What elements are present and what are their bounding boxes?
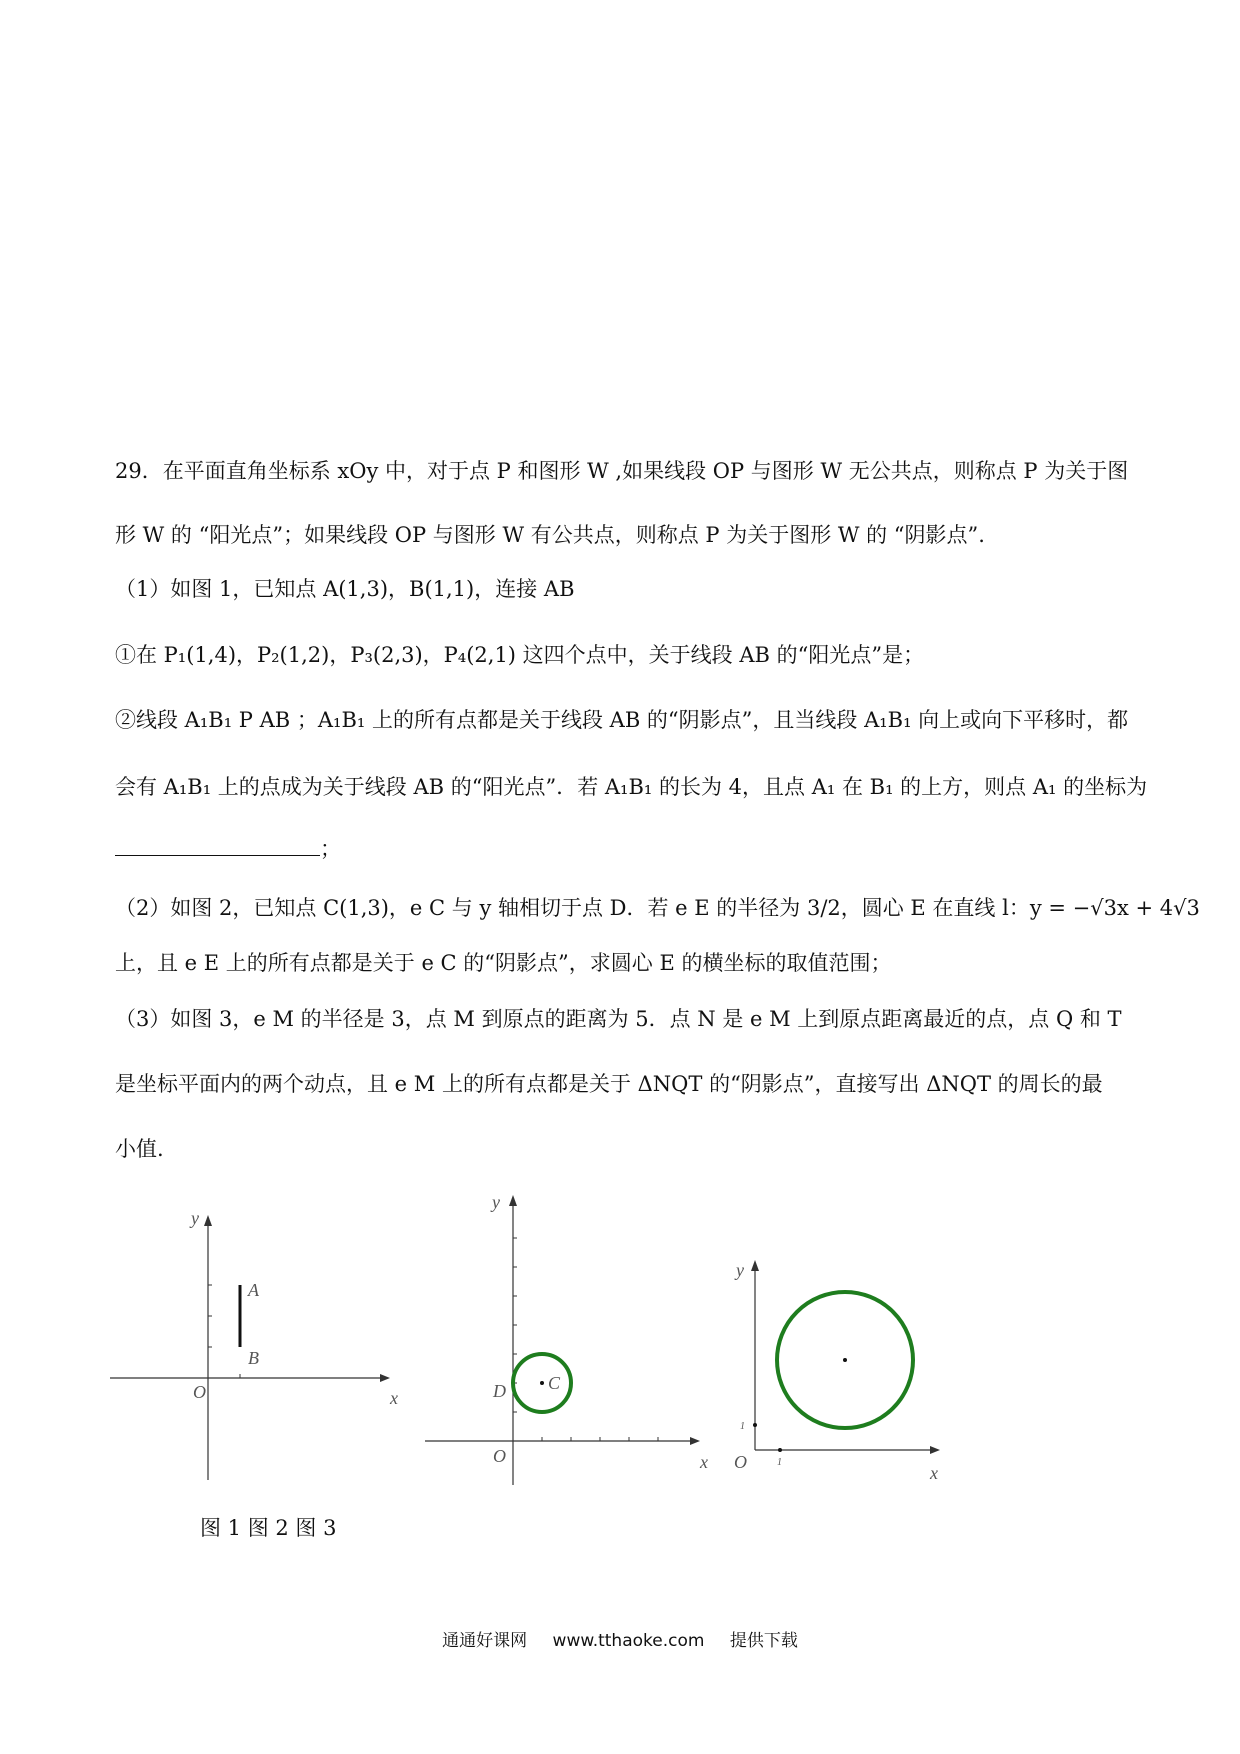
figure-2	[420, 1180, 720, 1500]
fig1-x-arrow	[380, 1374, 390, 1382]
fig3-tick-x-label: 1	[777, 1457, 782, 1468]
part1-question-2b: 会有 A₁B₁ 上的点成为关于线段 AB 的“阳光点”．若 A₁B₁ 的长为 4，且点 A₁ 在 B₁ 的上方，则点 A₁ 的坐标为	[115, 775, 1148, 799]
fig2-point-c-label: C	[548, 1373, 561, 1393]
footer-note: 提供下载	[729, 1631, 798, 1651]
part3-line-a: （3）如图 3，e M 的半径是 3，点 M 到原点的距离为 5．点 N 是 e M 上到原点距离最近的点，点 Q 和 T	[115, 1007, 1122, 1031]
fig2-x-label: x	[700, 1452, 708, 1472]
fig1-y-label: y	[191, 1208, 199, 1228]
fig3-x-arrow	[930, 1446, 940, 1454]
figure-3	[720, 1250, 970, 1500]
page-footer	[0, 1626, 1240, 1651]
fig2-y-label: y	[492, 1192, 500, 1212]
answer-blank[interactable]	[115, 837, 320, 856]
figure-captions: 图 1 图 2 图 3	[200, 1516, 337, 1540]
fig1-point-b-label: B	[248, 1348, 259, 1368]
fig3-tick-y-label: 1	[740, 1421, 745, 1432]
blank-terminator: ；	[320, 837, 341, 861]
fig2-x-arrow	[690, 1437, 700, 1445]
fig3-y-arrow	[751, 1260, 759, 1271]
figure-1	[105, 1200, 415, 1500]
part1-question-2a: ②线段 A₁B₁ P AB ；A₁B₁ 上的所有点都是关于线段 AB 的“阴影点”，且当线段 A₁B₁ 向上或向下平移时，都	[115, 708, 1129, 732]
fig3-origin-label: O	[734, 1452, 747, 1472]
problem-line-2: 形 W 的 “阳光点”；如果线段 OP 与图形 W 有公共点，则称点 P 为关于图形 W 的 “阴影点”.	[115, 523, 985, 547]
fig3-unit-point-x	[778, 1448, 782, 1452]
fig3-x-label: x	[930, 1463, 938, 1483]
fig1-x-label: x	[390, 1388, 398, 1408]
part1-question-1: ①在 P₁(1,4)，P₂(1,2)，P₃(2,3)，P₄(2,1) 这四个点中，关于线段 AB 的“阳光点”是；	[115, 643, 925, 667]
center-m-dot	[843, 1358, 847, 1362]
problem-line-1: 29．在平面直角坐标系 xOy 中，对于点 P 和图形 W ,如果线段 OP 与图形 W 无公共点，则称点 P 为关于图	[115, 459, 1129, 483]
center-c-dot	[540, 1381, 544, 1385]
footer-url-link[interactable]: www.tthaoke.com	[552, 1631, 705, 1651]
fig3-unit-point-y	[753, 1423, 757, 1427]
part3-line-b: 是坐标平面内的两个动点，且 e M 上的所有点都是关于 ΔNQT 的“阴影点”，直接写出 ΔNQT 的周长的最	[115, 1072, 1103, 1096]
part1-question-2c	[115, 834, 1135, 864]
fig2-y-arrow	[509, 1195, 517, 1206]
part2-line-a: （2）如图 2，已知点 C(1,3)，e C 与 y 轴相切于点 D．若 e E 的半径为 3/2，圆心 E 在直线 l：y = −√3x + 4√3	[115, 896, 1200, 920]
part2-line-b: 上，且 e E 上的所有点都是关于 e C 的“阴影点”，求圆心 E 的横坐标的取值范围；	[115, 951, 892, 975]
fig1-origin-label: O	[193, 1382, 206, 1402]
fig2-point-d-label: D	[493, 1381, 506, 1401]
footer-site-name: 通通好课网	[442, 1631, 528, 1651]
part1-intro: （1）如图 1，已知点 A(1,3)，B(1,1)，连接 AB	[115, 577, 575, 601]
fig3-y-label: y	[736, 1260, 744, 1280]
part3-line-c: 小值.	[115, 1137, 164, 1161]
fig1-y-arrow	[204, 1215, 212, 1226]
fig2-origin-label: O	[493, 1446, 506, 1466]
fig1-point-a-label: A	[248, 1280, 259, 1300]
